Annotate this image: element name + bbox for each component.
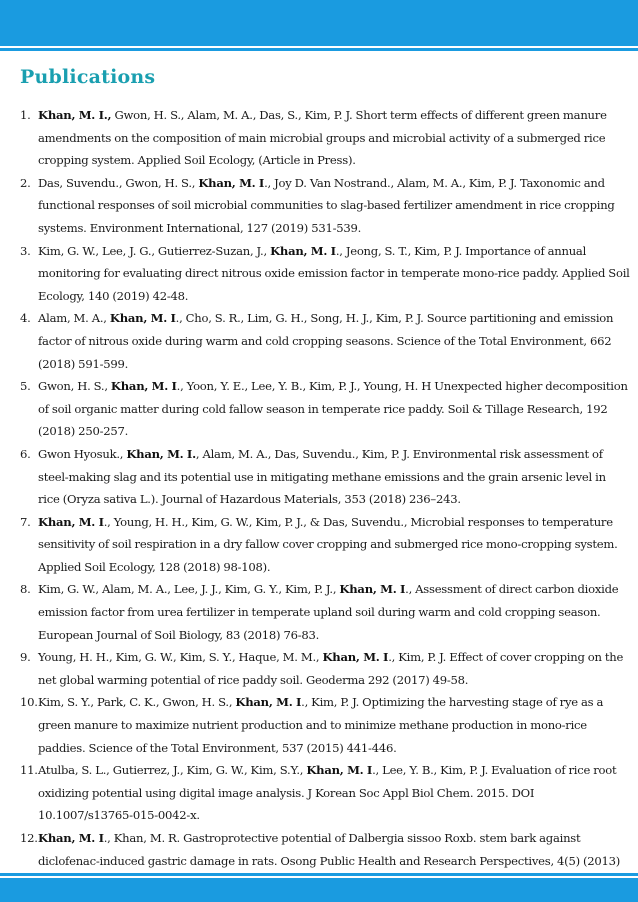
publication-citation: ., Kim, P. J. Effect of cover cropping on the net global warming potential of rice paddy soil. Geoderma 292 (2017) 49-58. — [38, 650, 624, 687]
highlighted-author: Khan, M. I — [270, 243, 336, 258]
highlighted-author: Khan, M. I — [322, 650, 389, 665]
publication-number: 9. — [20, 650, 31, 665]
highlighted-author: Khan, M. I — [235, 695, 302, 710]
header-rule — [0, 48, 638, 51]
publication-item — [0, 172, 638, 240]
publication-citation: Gwon, H. S., Alam, M. A., Das, S., Kim, P. J. Short term effects of different green manure amendments on the composition of main microbial groups and microbial activity of a submerged rice cropping system. Applied Soil Ecology, (Article in Press). — [38, 108, 607, 168]
highlighted-author: Khan, M. I., — [38, 108, 112, 122]
publication-item — [0, 104, 638, 172]
publication-citation: ., Joy D. Van Nostrand., Alam, M. A., Kim, P. J. Taxonomic and functional responses of soil microbial communities to slag-based fertilizer amendment in rice cropping systems. Environment International, 127 (2019) 531-539. — [38, 175, 615, 235]
publication-citation: , Alam, M. A., Das, Suvendu., Kim, P. J. Environmental risk assessment of steel-making slag and its potential use in mitigating methane emissions and the grain arsenic level in rice (Oryza sativa L.). Journal of Hazardous Materials, 353 (2018) 236–243. — [38, 446, 606, 507]
publication-item — [0, 578, 638, 646]
publication-item — [0, 646, 638, 691]
publication-number: 10. — [20, 695, 38, 710]
publication-number: 8. — [20, 582, 31, 597]
publication-citation: ., Cho, S. R., Lim, G. H., Song, H. J., Kim, P. J. Source partitioning and emission factor of nitrous oxide during warm and cold cropping seasons. Science of the Total Environment, 662 (2018) 591-599. — [38, 311, 614, 371]
publication-pre-authors: Gwon Hyosuk., — [38, 446, 127, 461]
publication-number: 1. — [20, 108, 31, 122]
highlighted-author: Khan, M. I. — [126, 446, 196, 461]
highlighted-author: Khan, M. I — [38, 831, 104, 845]
publication-citation: ., Lee, Y. B., Kim, P. J. Evaluation of rice root oxidizing potential using digital image analysis. J Korean Soc Appl Biol Chem. 2015. DOI 10.1007/s13765-015-0042-x. — [38, 763, 617, 823]
highlighted-author: Khan, M. I — [38, 514, 104, 529]
section-title: Publications — [20, 66, 156, 88]
header-banner — [0, 0, 638, 46]
publication-citation: ., Khan, M. R. Gastroprotective potential of Dalbergia sissoo Roxb. stem bark against diclofenac-induced gastric damage in rats. Osong Public Health and Research Perspectives, 4(5) (2013) — [38, 831, 621, 868]
publication-citation: ., Jeong, S. T., Kim, P. J. Importance of annual monitoring for evaluating direct nitrous oxide emission factor in temperate mono-rice paddy. Applied Soil Ecology, 140 (2019) 42-48. — [38, 243, 630, 303]
highlighted-author: Khan, M. I — [110, 379, 177, 394]
highlighted-author: Khan, M. I — [339, 582, 406, 597]
publication-pre-authors: Kim, G. W., Lee, J. G., Gutierrez-Suzan, J., — [38, 243, 271, 258]
publication-pre-authors: Kim, S. Y., Park, C. K., Gwon, H. S., — [38, 695, 236, 710]
footer-banner — [0, 878, 638, 902]
publication-pre-authors: Alam, M. A., — [38, 311, 110, 326]
publication-number: 5. — [20, 379, 31, 394]
publication-citation: ., Yoon, Y. E., Lee, Y. B., Kim, P. J., Young, H. H Unexpected higher decomposition of soil organic matter during cold fallow season in temperate rice paddy. Soil & Tillage Research, 192 (2018) 250-257. — [38, 379, 628, 439]
publication-item — [0, 307, 638, 375]
publication-number: 4. — [20, 311, 31, 326]
publication-item — [0, 443, 638, 511]
publication-number: 6. — [20, 446, 31, 461]
publication-number: 3. — [20, 243, 31, 258]
publication-item — [0, 691, 638, 759]
publication-item — [0, 240, 638, 308]
publication-number: 2. — [20, 175, 31, 190]
publication-pre-authors: Atulba, S. L., Gutierrez, J., Kim, G. W., Kim, S.Y., — [38, 763, 307, 778]
publication-number: 12. — [20, 831, 38, 845]
publication-pre-authors: Kim, G. W., Alam, M. A., Lee, J. J., Kim, G. Y., Kim, P. J., — [38, 582, 340, 597]
publication-pre-authors: Young, H. H., Kim, G. W., Kim, S. Y., Haque, M. M., — [38, 650, 323, 665]
publication-pre-authors: Gwon, H. S., — [38, 379, 111, 394]
publication-number: 7. — [20, 514, 31, 529]
publication-citation: ., Young, H. H., Kim, G. W., Kim, P. J., & Das, Suvendu., Microbial responses to temperature sensitivity of soil respiration in a dry fallow cover cropping and submerged rice mono-cropping system. Applied Soil Ecology, 128 (2018) 98-108). — [38, 514, 618, 574]
footer-rule — [0, 873, 638, 876]
highlighted-author: Khan, M. I — [306, 763, 373, 778]
publication-item — [0, 511, 638, 579]
publication-pre-authors: Das, Suvendu., Gwon, H. S., — [38, 175, 199, 190]
publication-item — [0, 759, 638, 827]
publication-number: 11. — [20, 763, 38, 778]
publication-list — [0, 104, 638, 895]
highlighted-author: Khan, M. I — [109, 311, 176, 326]
publication-item — [0, 375, 638, 443]
publication-citation: ., Assessment of direct carbon dioxide emission factor from urea fertilizer in temperate upland soil during warm and cold cropping season. European Journal of Soil Biology, 83 (2018) 76-83. — [38, 582, 619, 642]
highlighted-author: Khan, M. I — [198, 175, 265, 190]
publication-citation: ., Kim, P. J. Optimizing the harvesting stage of rye as a green manure to maximize nutrient production and to minimize methane production in mono-rice paddies. Science of the Total Environment, 537 (2015) 441-446. — [38, 695, 604, 755]
